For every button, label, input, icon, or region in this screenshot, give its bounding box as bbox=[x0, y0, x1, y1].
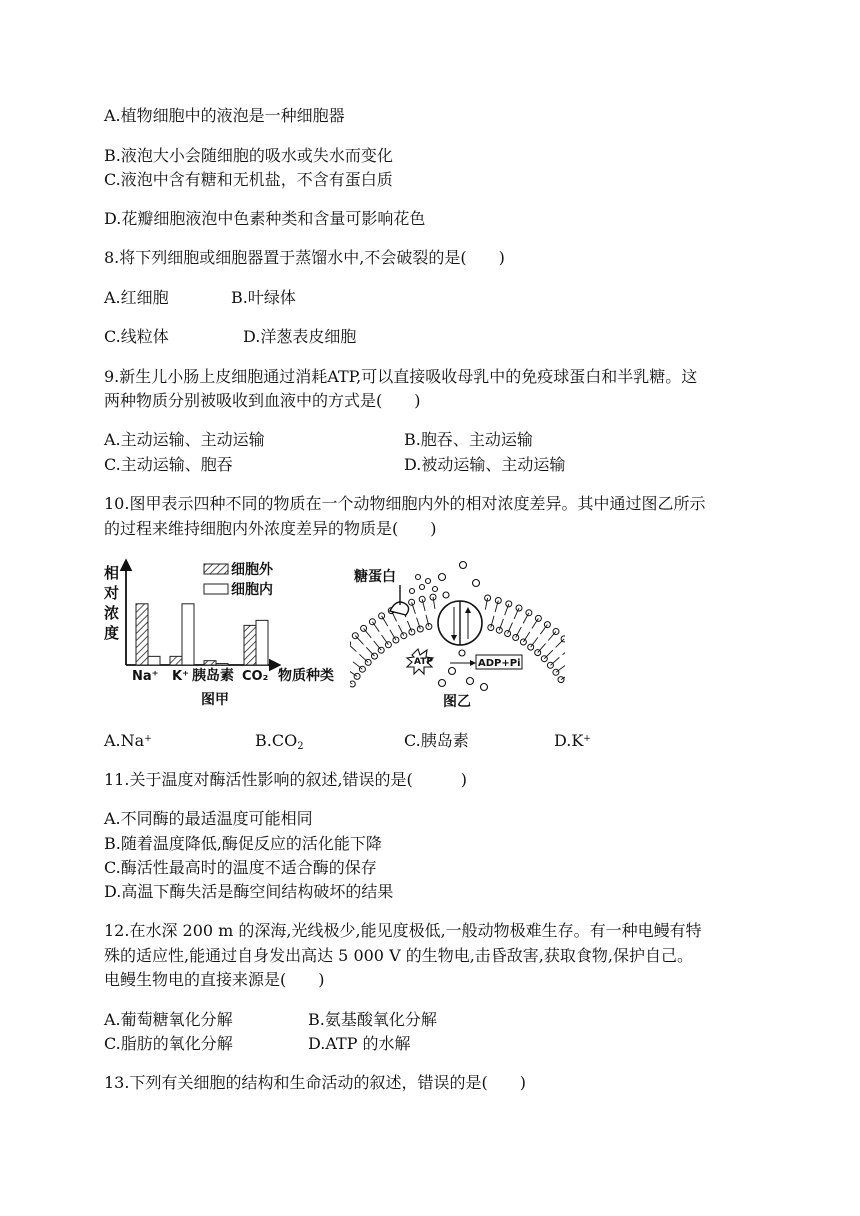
phospholipid-tail bbox=[366, 647, 374, 656]
legend-swatch-outside bbox=[204, 564, 228, 574]
phospholipid-tail bbox=[523, 632, 529, 642]
bar-inside-0 bbox=[148, 656, 160, 665]
q8-option-b: B.叶绿体 bbox=[231, 288, 296, 307]
ylabel-char-4: 度 bbox=[104, 624, 120, 642]
phospholipid-tail bbox=[548, 632, 556, 641]
phospholipid-tail bbox=[350, 670, 357, 677]
phospholipid-tail bbox=[538, 644, 546, 653]
figure-jia-caption: 图甲 bbox=[201, 692, 229, 708]
figure-yi-caption: 图乙 bbox=[443, 694, 471, 710]
phospholipid-tail bbox=[353, 662, 362, 669]
phospholipid-tail bbox=[372, 622, 379, 632]
phospholipid-tail bbox=[563, 647, 566, 655]
bar-inside-3 bbox=[256, 620, 268, 665]
phospholipid-tail bbox=[364, 628, 372, 637]
bar-inside-2 bbox=[216, 664, 228, 665]
q9-stem-line1: 9.新生儿小肠上皮细胞通过消耗ATP,可以直接吸收母乳中的免疫球蛋白和半乳糖。这 bbox=[104, 367, 698, 386]
q8-stem: 8.将下列细胞或细胞器置于蒸馏水中,不会破裂的是( ) bbox=[104, 248, 505, 267]
q12-stem-line3: 电鳗生物电的直接来源是( ) bbox=[104, 970, 325, 989]
bar-inside-1 bbox=[182, 604, 194, 665]
category-label-insulin: 胰岛素 bbox=[192, 668, 234, 684]
phospholipid-head bbox=[526, 610, 532, 616]
phospholipid-head bbox=[401, 633, 407, 639]
q12-option-b: B.氨基酸氧化分解 bbox=[308, 1010, 437, 1029]
q9-option-b: B.胞吞、主动运输 bbox=[404, 430, 533, 449]
category-label-na: Na⁺ bbox=[132, 669, 159, 684]
q7-option-a: A.植物细胞中的液泡是一种细胞器 bbox=[104, 106, 345, 125]
q8-option-d: D.洋葱表皮细胞 bbox=[243, 327, 357, 346]
legend-label-outside: 细胞外 bbox=[231, 562, 273, 578]
phospholipid-tail bbox=[531, 637, 538, 647]
q11-option-d: D.高温下酶失活是酶空间结构破坏的结果 bbox=[104, 882, 394, 901]
q10-option-b: $B.CO_2$ bbox=[255, 731, 304, 752]
q10-option-d: D.K+ bbox=[554, 731, 591, 750]
q7-option-d: D.花瓣细胞液泡中色素种类和含量可影响花色 bbox=[104, 209, 426, 228]
category-label-co2: CO₂ bbox=[242, 669, 269, 684]
glycoprotein-label: 糖蛋白 bbox=[354, 569, 396, 585]
phospholipid-head bbox=[419, 596, 425, 602]
phospholipid-tail bbox=[532, 618, 539, 628]
q9-stem-line2: 两种物质分别被吸收到血液中的方式是( ) bbox=[104, 391, 421, 410]
q11-option-b: B.随着温度降低,酶促反应的活化能下降 bbox=[104, 834, 382, 853]
figure-yi-membrane-diagram bbox=[350, 555, 565, 710]
phospholipid-head bbox=[354, 673, 360, 679]
phospholipid-tail bbox=[350, 644, 356, 652]
phospholipid-tail bbox=[556, 639, 565, 648]
bar-outside-3 bbox=[244, 625, 256, 665]
phospholipid-tail bbox=[544, 650, 553, 659]
ylabel-char-1: 相 bbox=[104, 564, 120, 582]
figure-jia-bar-chart bbox=[98, 558, 348, 708]
q12-option-c: C.脂肪的氧化分解 bbox=[104, 1034, 233, 1053]
q8-option-a: A.红细胞 bbox=[104, 288, 169, 307]
q9-option-c: C.主动运输、胞吞 bbox=[104, 455, 233, 474]
q10-stem-line1: 10.图甲表示四种不同的物质在一个动物细胞内外的相对浓度差异。其中通过图乙所示 bbox=[104, 494, 706, 513]
bar-outside-2 bbox=[204, 661, 216, 665]
phospholipid-tail bbox=[374, 641, 382, 650]
q12-option-a: A.葡萄糖氧化分解 bbox=[104, 1010, 233, 1029]
phospholipid-head bbox=[409, 599, 415, 605]
phospholipid-tail bbox=[540, 625, 547, 635]
q11-option-a: A.不同酶的最适温度可能相同 bbox=[104, 809, 313, 828]
q10-option-c: C.胰岛素 bbox=[404, 731, 469, 750]
category-label-k: K⁺ bbox=[172, 669, 189, 684]
molecules-outside bbox=[410, 562, 480, 599]
atp-label: ATP bbox=[414, 657, 434, 667]
ylabel-char-2: 对 bbox=[104, 584, 120, 602]
q11-stem: 11.关于温度对酶活性影响的叙述,错误的是( ) bbox=[104, 770, 468, 789]
phospholipid-tail bbox=[359, 654, 368, 662]
phospholipid-tail bbox=[382, 635, 389, 645]
bar-outside-0 bbox=[136, 604, 148, 665]
phospholipid-head bbox=[488, 625, 494, 631]
q12-stem-line2: 殊的适应性,能通过自身发出高达 5 000 V 的生物电,击昏敌害,获取食物,保护自己。 bbox=[104, 946, 693, 965]
legend-label-inside: 细胞内 bbox=[231, 582, 273, 598]
q9-option-a: A.主动运输、主动运输 bbox=[104, 430, 265, 449]
ylabel-char-3: 浓 bbox=[104, 604, 120, 622]
phospholipid-tail bbox=[556, 665, 565, 672]
phospholipid-head bbox=[350, 681, 355, 687]
q12-stem-line1: 12.在水深 200 m 的深海,光线极少,能见度极低,一般动物极难生存。有一种电鳗有特 bbox=[104, 921, 702, 940]
phospholipid-head bbox=[369, 619, 375, 625]
q10-stem-line2: 的过程来维持细胞内外浓度差异的物质是( ) bbox=[104, 519, 437, 538]
x-axis-label: 物质种类 bbox=[278, 668, 334, 684]
q10-option-a: A.Na+ bbox=[104, 731, 152, 750]
q9-option-d: D.被动运输、主动运输 bbox=[404, 455, 566, 474]
q7-option-c: C.液泡中含有糖和无机盐，不含有蛋白质 bbox=[104, 170, 393, 189]
bar-outside-1 bbox=[170, 656, 182, 665]
q7-option-b: B.液泡大小会随细胞的吸水或失水而变化 bbox=[104, 146, 393, 165]
q13-stem: 13.下列有关细胞的结构和生命活动的叙述，错误的是( ) bbox=[104, 1073, 526, 1092]
adp-label: ADP+Pi bbox=[478, 658, 521, 669]
phospholipid-head bbox=[496, 627, 502, 633]
q8-option-c: C.线粒体 bbox=[104, 327, 169, 346]
q12-option-d: D.ATP 的水解 bbox=[308, 1034, 411, 1053]
q11-option-c: C.酶活性最高时的温度不适合酶的保存 bbox=[104, 858, 377, 877]
phospholipid-tail bbox=[550, 657, 559, 665]
phospholipid-tail bbox=[355, 636, 363, 645]
legend-swatch-inside bbox=[204, 584, 228, 594]
